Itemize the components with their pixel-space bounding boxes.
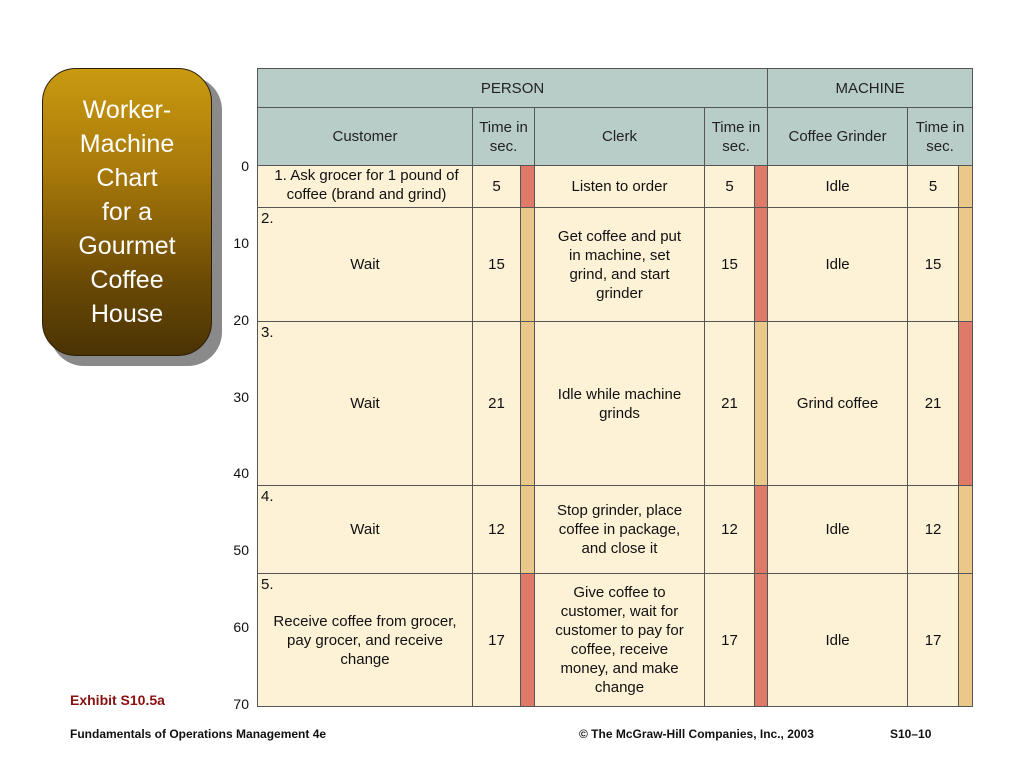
customer-time: 21 [473,322,521,486]
exhibit-label: Exhibit S10.5a [70,692,165,708]
footer-copyright: © The McGraw-Hill Companies, Inc., 2003 [579,727,814,741]
grinder-activity: Idle [768,166,908,208]
grinder-activity: Idle [768,486,908,574]
grinder-active-bar [959,322,973,486]
clerk-active-bar [755,574,768,707]
customer-time: 15 [473,208,521,322]
clerk-time: 21 [705,322,755,486]
customer-cell [258,322,473,486]
clerk-activity: Give coffee to customer, wait for customer to pay for coffee, receive money, and make change [535,574,705,707]
clerk-time: 15 [705,208,755,322]
grinder-time: 17 [908,574,959,707]
step-number: 5. [261,576,274,593]
grinder-time: 5 [908,166,959,208]
customer-activity: Wait [350,395,380,412]
axis-label: 70 [233,696,249,712]
step-number: 1. [274,167,287,184]
customer-idle-bar [521,486,535,574]
step-number: 4. [261,488,274,505]
customer-idle-bar [521,208,535,322]
customer-cell [258,486,473,574]
axis-label: 30 [233,388,249,405]
clerk-time-header: Time in sec. [705,108,768,166]
customer-idle-bar [521,322,535,486]
customer-time: 17 [473,574,521,707]
axis-label: 20 [233,311,249,328]
customer-column-header: Customer [258,108,473,166]
step-number: 3. [261,324,274,341]
clerk-idle-bar [755,322,768,486]
axis-label: 50 [233,542,249,559]
axis-label: 10 [233,234,249,251]
clerk-activity: Stop grinder, place coffee in package, and close it [535,486,705,574]
table-row [258,208,973,322]
customer-cell [258,574,473,707]
table-row [258,166,973,208]
customer-activity: Receive coffee from grocer, pay grocer, and receive change [273,612,457,668]
machine-group-header: MACHINE [768,69,973,108]
grinder-idle-bar [959,208,973,322]
grinder-idle-bar [959,166,973,208]
person-group-header: PERSON [258,69,768,108]
title-line: House [90,300,164,328]
grinder-time: 15 [908,208,959,322]
clerk-column-header: Clerk [535,108,705,166]
customer-activity: Ask grocer for 1 pound of coffee (brand and grind) [286,167,459,203]
customer-active-bar [521,574,535,707]
title-line: Gourmet [78,232,176,260]
clerk-time: 12 [705,486,755,574]
grinder-activity: Idle [768,574,908,707]
customer-time: 5 [473,166,521,208]
clerk-active-bar [755,166,768,208]
customer-active-bar [521,166,535,208]
customer-time: 12 [473,486,521,574]
title-line: Worker- [82,96,172,124]
clerk-time: 17 [705,574,755,707]
clerk-activity: Listen to order [535,166,705,208]
title-line: Coffee [90,266,164,294]
customer-cell [258,208,473,322]
clerk-activity: Get coffee and put in machine, set grind, and start grinder [535,208,705,322]
axis-label: 0 [241,158,249,174]
footer-page-number: S10–10 [890,727,932,741]
grinder-idle-bar [959,574,973,707]
customer-time-header: Time in sec. [473,108,535,166]
footer-book-title: Fundamentals of Operations Management 4e [70,727,327,741]
table-row [258,322,973,486]
table-row [258,486,973,574]
grinder-idle-bar [959,486,973,574]
clerk-active-bar [755,208,768,322]
customer-activity: Wait [350,256,380,273]
customer-cell [258,166,473,208]
clerk-activity: Idle while machine grinds [535,322,705,486]
title-line: Chart [96,164,158,192]
clerk-time: 5 [705,166,755,208]
grinder-time-header: Time in sec. [908,108,973,166]
grinder-activity: Grind coffee [768,322,908,486]
customer-activity: Wait [350,521,380,538]
grinder-time: 21 [908,322,959,486]
grinder-activity: Idle [768,208,908,322]
grinder-time: 12 [908,486,959,574]
worker-machine-table [257,68,973,707]
title-line: for a [101,198,153,226]
clerk-active-bar [755,486,768,574]
axis-label: 40 [233,465,249,482]
grinder-column-header: Coffee Grinder [768,108,908,166]
title-box [42,68,212,356]
title-line: Machine [79,130,175,158]
step-number: 2. [261,210,274,227]
axis-label: 60 [233,619,249,636]
table-row [258,574,973,707]
